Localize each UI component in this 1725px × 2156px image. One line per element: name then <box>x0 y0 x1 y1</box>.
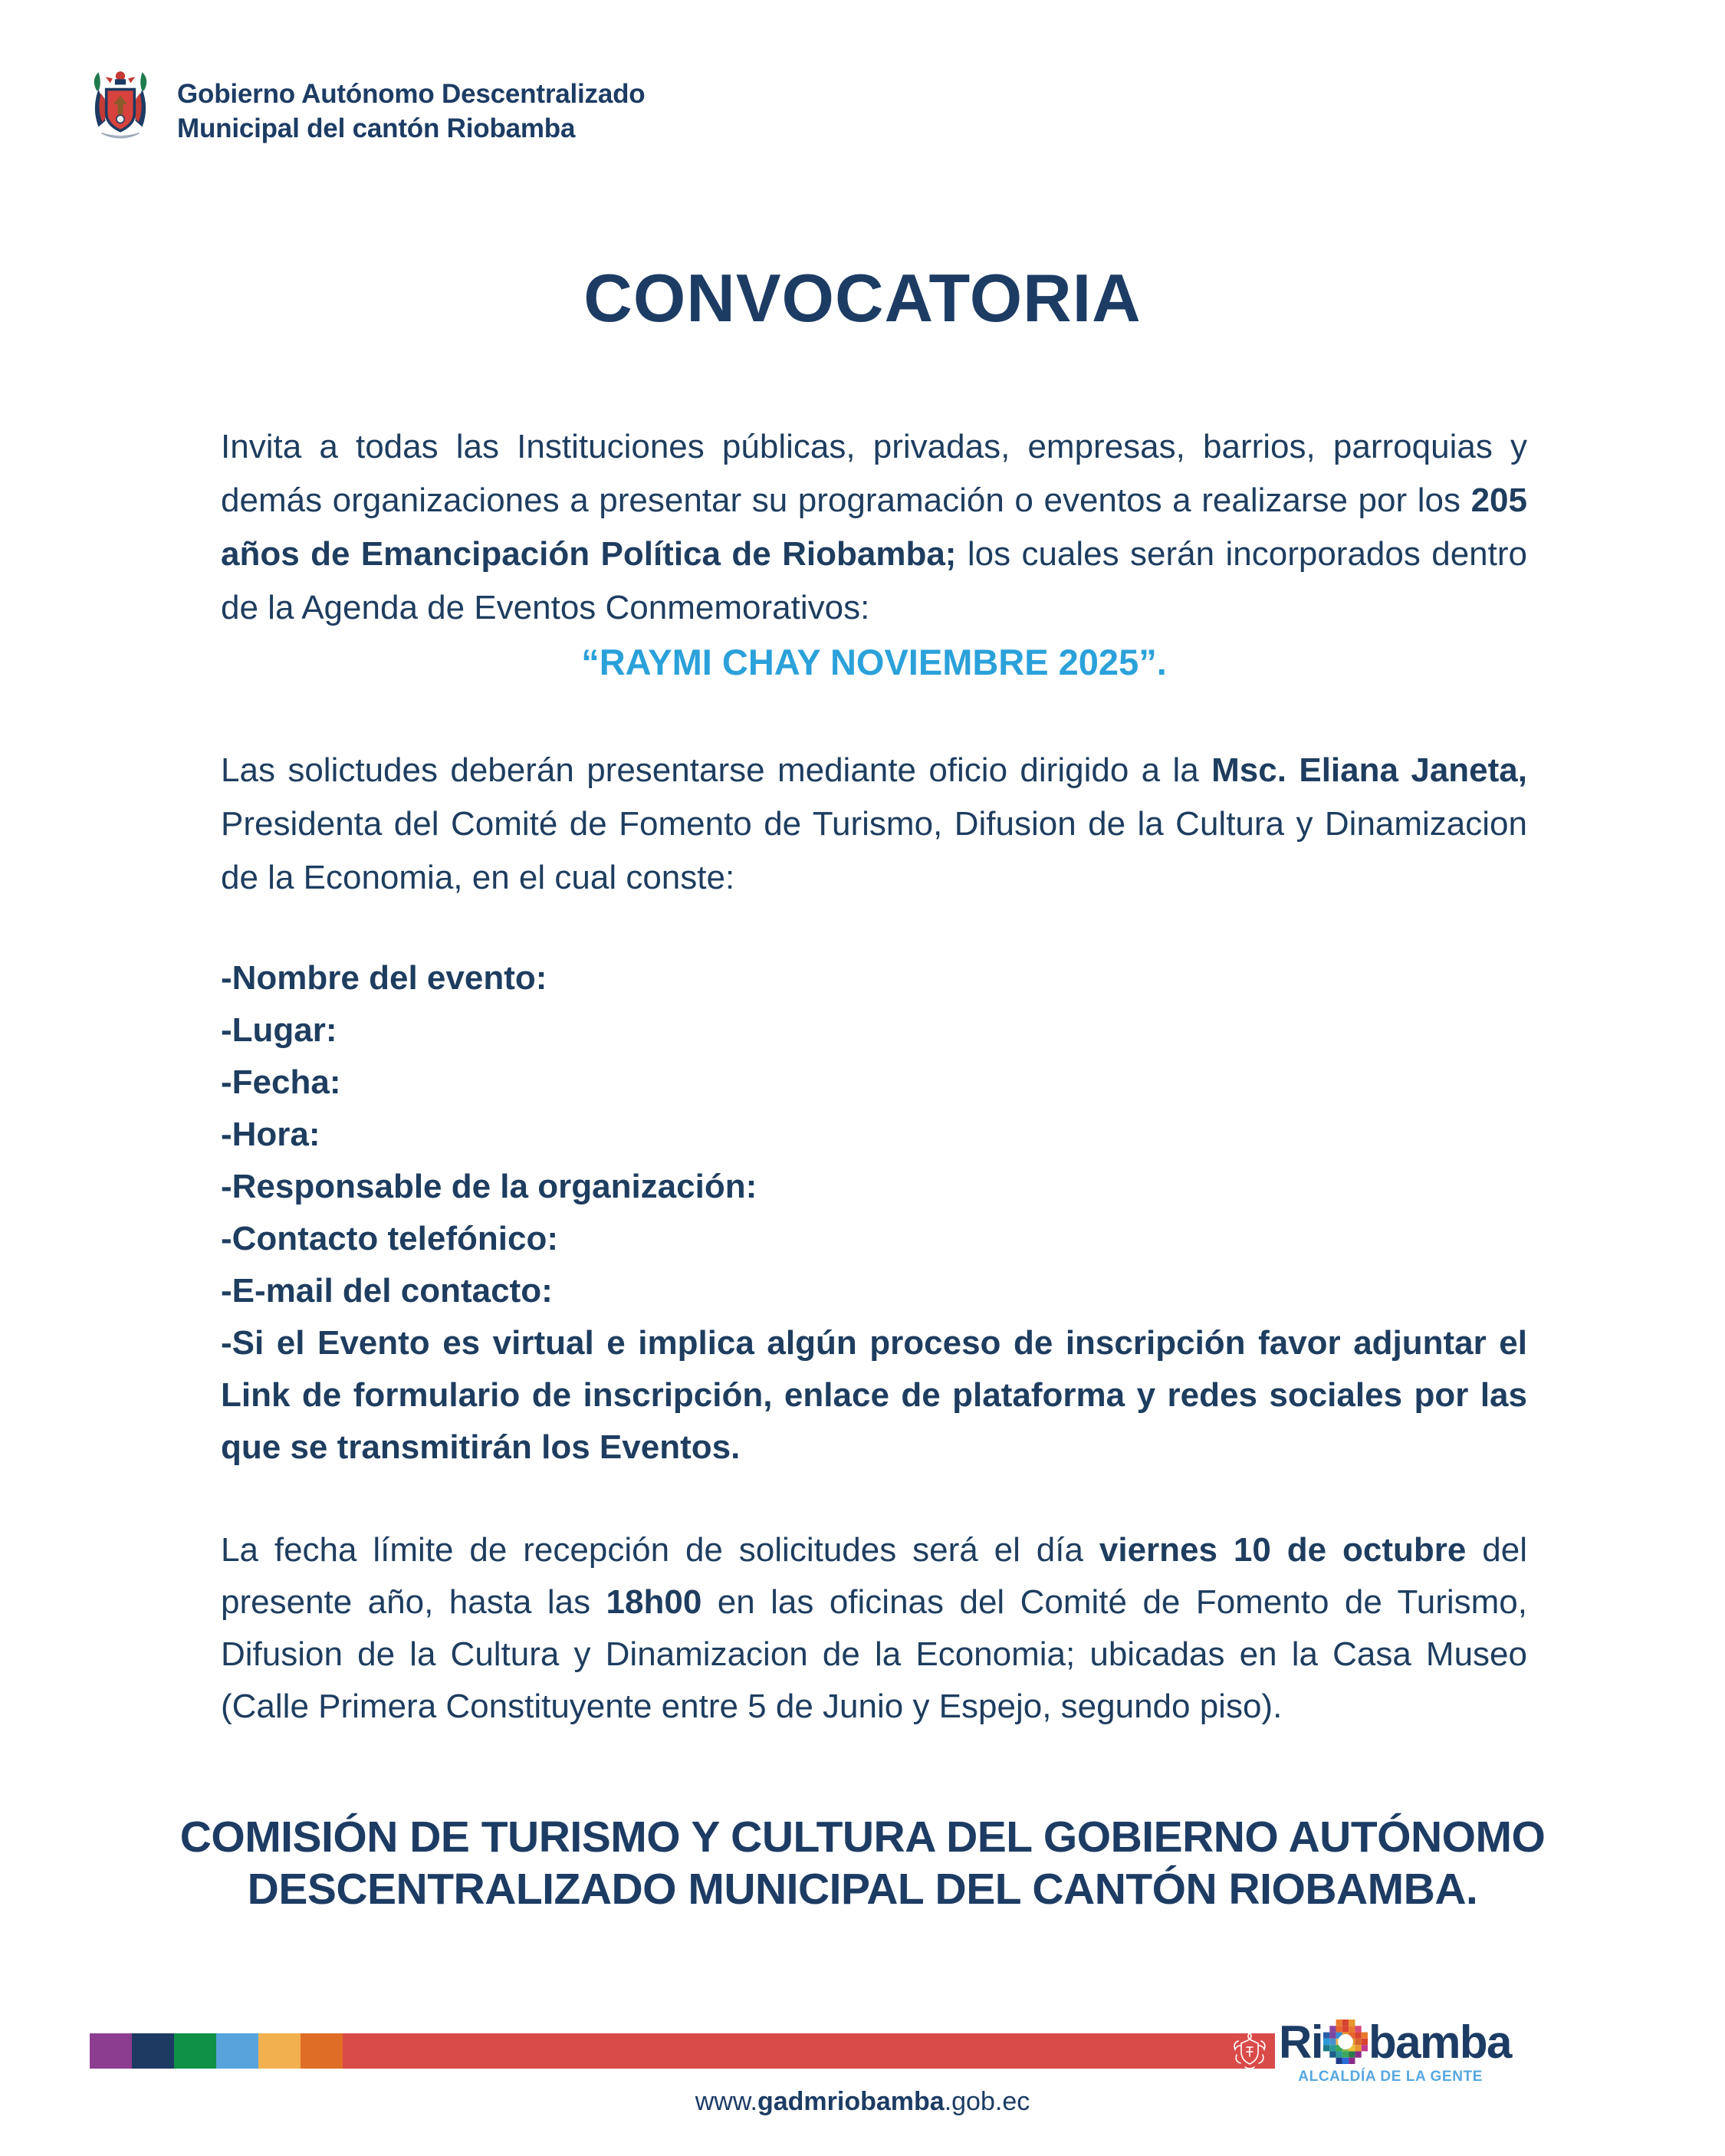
bar-segment-red <box>343 2033 1275 2069</box>
url-pre: www. <box>695 2087 757 2116</box>
org-name-line1: Gobierno Autónomo Descentralizado <box>177 79 646 109</box>
list-item: -Contacto telefónico: <box>221 1220 558 1257</box>
document-body <box>221 420 1527 1733</box>
municipal-coat-of-arms-icon <box>89 67 152 146</box>
chakana-icon <box>1323 2020 1368 2064</box>
event-name: “RAYMI CHAY NOVIEMBRE 2025”. <box>581 642 1167 682</box>
list-item: -Lugar: <box>221 1011 337 1049</box>
page-title: CONVOCATORIA <box>583 260 1142 336</box>
org-name-line2: Municipal del cantón Riobamba <box>177 113 576 143</box>
list-item: -Hora: <box>221 1116 320 1153</box>
deadline-bold-time: 18h00 <box>606 1583 702 1621</box>
bar-segment-orange <box>301 2033 343 2069</box>
deadline-text-3: en las oficinas del Comité de Fomento de Turismo, Difusion de la Cultura y Dinamizacion de la Economia; ubicadas en la Casa Museo (Calle Primera Constituyente entre 5 de Junio y Espejo, segundo piso). <box>221 1583 1528 1725</box>
deadline-paragraph <box>221 1524 1527 1733</box>
footer-color-bar <box>90 2033 1275 2069</box>
deadline-text: La fecha límite de recepción de solicitudes será el día <box>221 1531 1099 1569</box>
brand-tagline: ALCALDÍA DE LA GENTE <box>1298 2069 1483 2085</box>
request-bold-name: Msc. Eliana Janeta, <box>1211 751 1527 789</box>
request-text-2: Presidenta del Comité de Fomento de Turismo, Difusion de la Cultura y Dinamizacion de la Economia, en el cual conste: <box>221 805 1527 896</box>
bar-segment-purple <box>90 2033 132 2069</box>
list-item: -E-mail del contacto: <box>221 1272 553 1310</box>
riobamba-logo <box>1279 2015 1511 2069</box>
list-item: -Si el Evento es virtual e implica algún proceso de inscripción favor adjuntar el Link de formulario de inscripción, enlace de plataforma y redes sociales por las que se transmitirán los Eventos. <box>221 1324 1527 1466</box>
deadline-bold-date: viernes 10 de octubre <box>1099 1531 1467 1569</box>
website-url <box>0 2087 1725 2117</box>
url-domain: gadmriobamba <box>757 2087 945 2116</box>
bar-segment-navy <box>132 2033 174 2069</box>
list-item: -Nombre del evento: <box>221 959 547 997</box>
list-item: -Responsable de la organización: <box>221 1168 757 1205</box>
bar-segment-blue <box>216 2033 258 2069</box>
intro-text: Invita a todas las Instituciones públicas, privadas, empresas, barrios, parroquias y demás organizaciones a presentar su programación o eventos a realizarse por los <box>221 428 1527 519</box>
requirements-list <box>221 952 1527 1474</box>
deadline-text-2: del presente año, hasta las <box>221 1531 1527 1621</box>
org-name <box>177 77 645 146</box>
intro-paragraph <box>221 420 1527 635</box>
brand-word-part2: bamba <box>1368 2016 1511 2068</box>
request-paragraph <box>221 744 1527 905</box>
bar-segment-amber <box>258 2033 301 2069</box>
bar-segment-green <box>174 2033 216 2069</box>
brand-word-part1: Ri <box>1279 2016 1322 2068</box>
request-text: Las solictudes deberán presentarse mediante oficio dirigido a la <box>221 751 1212 789</box>
list-item: -Fecha: <box>221 1063 341 1101</box>
closing-statement: COMISIÓN DE TURISMO Y CULTURA DEL GOBIERNO AUTÓNOMO DESCENTRALIZADO MUNICIPAL DEL CANTÓN RIOBAMBA. <box>179 1813 1546 1914</box>
intro-text-2: los cuales serán incorporados dentro de la Agenda de Eventos Conmemorativos: <box>221 535 1527 626</box>
intro-bold-anniversary: 205 años de Emancipación Política de Riobamba; <box>221 481 1527 573</box>
url-post: .gob.ec <box>944 2087 1030 2116</box>
riobamba-crest-icon <box>1230 2029 1270 2072</box>
